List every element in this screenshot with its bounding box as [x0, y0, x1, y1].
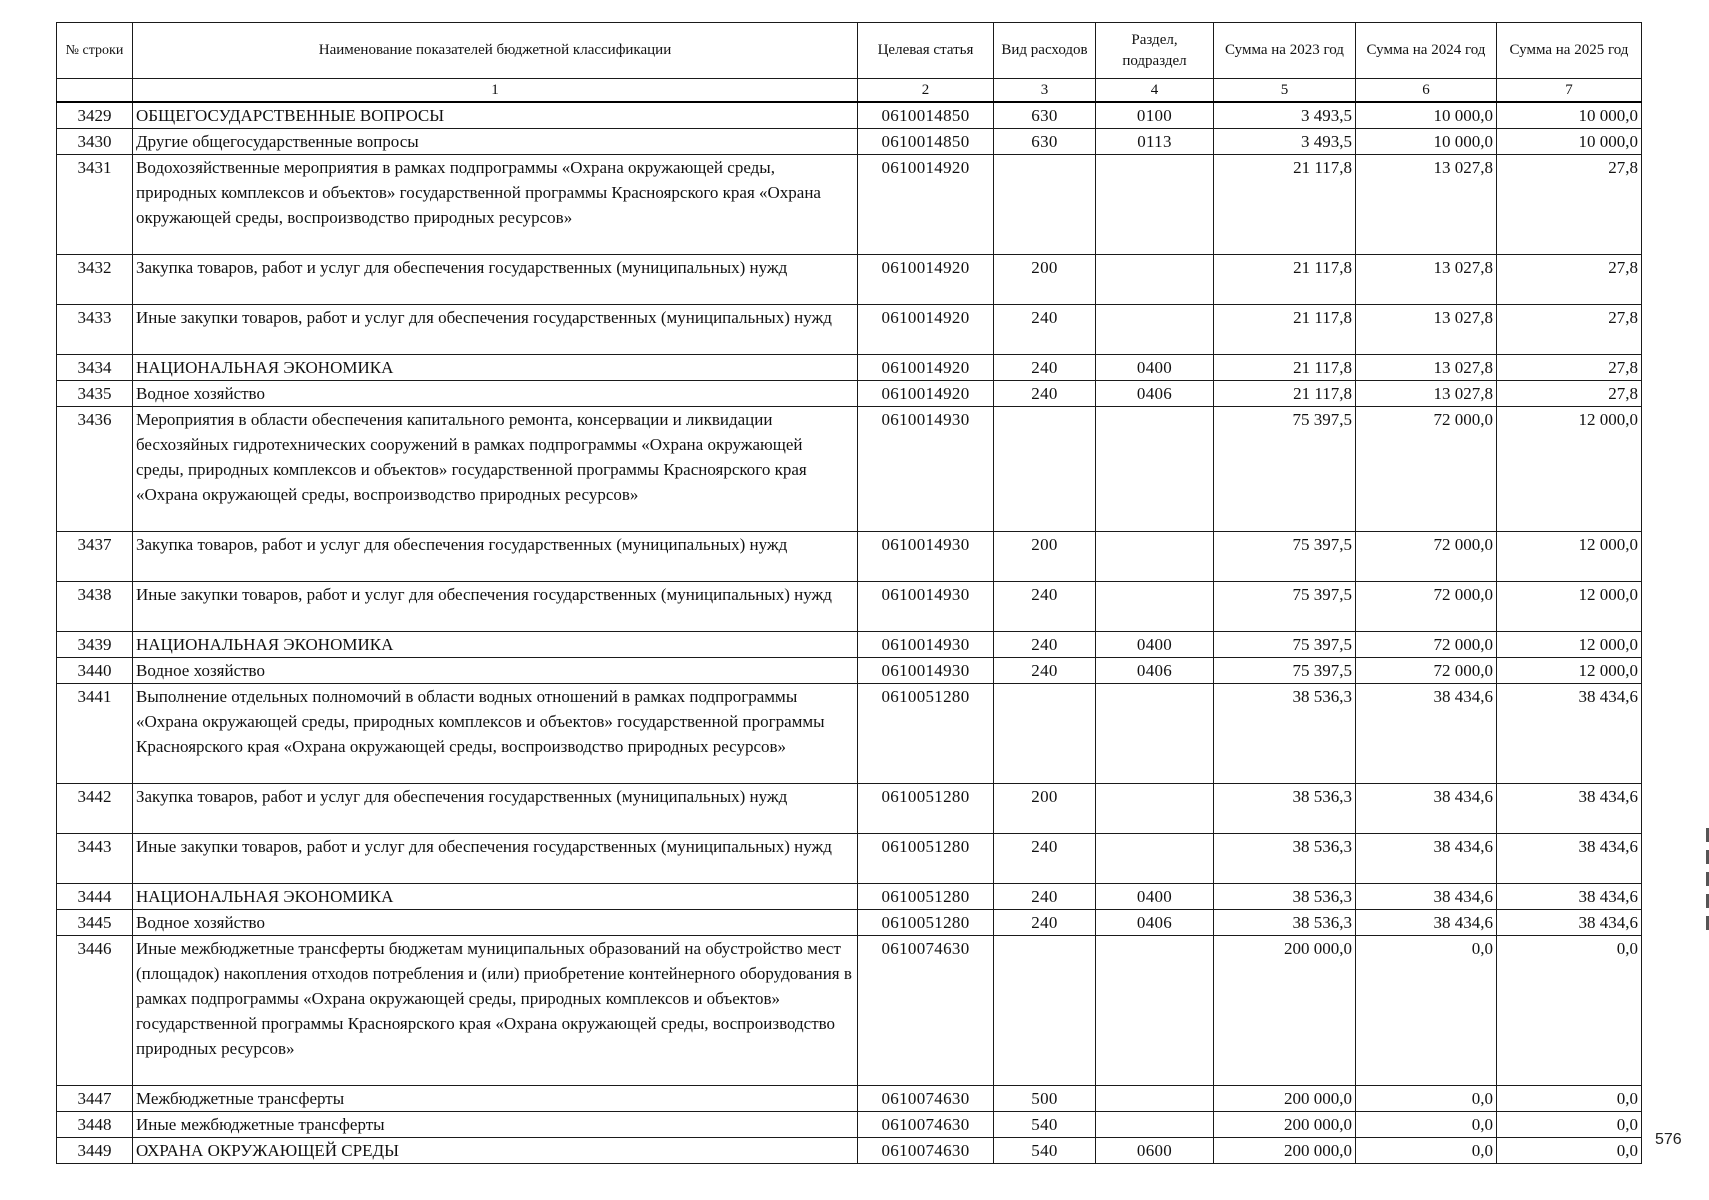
sum-2025: 38 434,6 — [1497, 684, 1642, 784]
expense-type: 240 — [994, 381, 1096, 407]
indicator-name: Закупка товаров, работ и услуг для обеспечения государственных (муниципальных) нужд — [133, 532, 858, 582]
table-row — [57, 910, 1642, 936]
indicator-name: Межбюджетные трансферты — [133, 1086, 858, 1112]
expense-type: 630 — [994, 129, 1096, 155]
column-number-row — [57, 79, 1642, 103]
target-article: 0610014850 — [858, 129, 994, 155]
target-article: 0610074630 — [858, 1138, 994, 1164]
table-row — [57, 1112, 1642, 1138]
row-number: 3430 — [57, 129, 133, 155]
target-article: 0610014930 — [858, 407, 994, 532]
sum-2024: 38 434,6 — [1356, 784, 1497, 834]
page-number: 576 — [1655, 1131, 1682, 1148]
table-row — [57, 684, 1642, 784]
sum-2025: 0,0 — [1497, 1086, 1642, 1112]
sum-2023: 21 117,8 — [1214, 155, 1356, 255]
table-row — [57, 102, 1642, 129]
column-number: 4 — [1096, 79, 1214, 103]
row-number: 3444 — [57, 884, 133, 910]
sum-2025: 27,8 — [1497, 381, 1642, 407]
section-code — [1096, 407, 1214, 532]
sum-2025: 10 000,0 — [1497, 129, 1642, 155]
sum-2023: 21 117,8 — [1214, 305, 1356, 355]
section-code: 0400 — [1096, 355, 1214, 381]
section-code — [1096, 532, 1214, 582]
column-number: 3 — [994, 79, 1096, 103]
indicator-name: Другие общегосударственные вопросы — [133, 129, 858, 155]
section-code — [1096, 834, 1214, 884]
column-number: 5 — [1214, 79, 1356, 103]
indicator-name: Иные межбюджетные трансферты бюджетам муниципальных образований на обустройство мест (площадок) накопления отходов потребления и (или) приобретение контейнерного оборудования в рамках подпрограммы «Охрана окружающей среды, природных комплексов и объектов» государственной программы Красноярского края «Охрана окружающей среды, воспроизводство природных ресурсов» — [133, 936, 858, 1086]
expense-type: 200 — [994, 255, 1096, 305]
sum-2024: 13 027,8 — [1356, 381, 1497, 407]
row-number: 3441 — [57, 684, 133, 784]
sum-2025: 12 000,0 — [1497, 632, 1642, 658]
sum-2024: 72 000,0 — [1356, 532, 1497, 582]
header-sum-2025: Сумма на 2025 год — [1497, 23, 1642, 79]
sum-2024: 72 000,0 — [1356, 407, 1497, 532]
sum-2025: 12 000,0 — [1497, 582, 1642, 632]
sum-2023: 200 000,0 — [1214, 936, 1356, 1086]
section-code — [1096, 255, 1214, 305]
section-code — [1096, 155, 1214, 255]
sum-2023: 200 000,0 — [1214, 1112, 1356, 1138]
expense-type: 200 — [994, 532, 1096, 582]
expense-type: 240 — [994, 582, 1096, 632]
header-sum-2023: Сумма на 2023 год — [1214, 23, 1356, 79]
table-row — [57, 381, 1642, 407]
header-row — [57, 23, 1642, 79]
sum-2025: 27,8 — [1497, 255, 1642, 305]
row-number: 3431 — [57, 155, 133, 255]
row-number: 3429 — [57, 102, 133, 129]
row-number: 3448 — [57, 1112, 133, 1138]
indicator-name: Мероприятия в области обеспечения капитального ремонта, консервации и ликвидации бесхозяйных гидротехнических сооружений в рамках подпрограммы «Охрана окружающей среды, природных комплексов и объектов» государственной программы Красноярского края «Охрана окружающей среды, воспроизводство природных ресурсов» — [133, 407, 858, 532]
sum-2024: 38 434,6 — [1356, 910, 1497, 936]
expense-type — [994, 155, 1096, 255]
expense-type: 540 — [994, 1138, 1096, 1164]
sum-2023: 3 493,5 — [1214, 129, 1356, 155]
column-number: 2 — [858, 79, 994, 103]
header-target: Целевая статья — [858, 23, 994, 79]
sum-2024: 0,0 — [1356, 936, 1497, 1086]
sum-2023: 21 117,8 — [1214, 381, 1356, 407]
row-number: 3439 — [57, 632, 133, 658]
sum-2023: 75 397,5 — [1214, 658, 1356, 684]
sum-2024: 0,0 — [1356, 1086, 1497, 1112]
sum-2023: 3 493,5 — [1214, 102, 1356, 129]
expense-type: 240 — [994, 632, 1096, 658]
target-article: 0610014930 — [858, 658, 994, 684]
expense-type: 200 — [994, 784, 1096, 834]
expense-type: 630 — [994, 102, 1096, 129]
table-body — [57, 102, 1642, 1164]
sum-2023: 21 117,8 — [1214, 255, 1356, 305]
table-row — [57, 355, 1642, 381]
target-article: 0610014930 — [858, 632, 994, 658]
row-number: 3445 — [57, 910, 133, 936]
sum-2023: 75 397,5 — [1214, 407, 1356, 532]
expense-type — [994, 936, 1096, 1086]
section-code — [1096, 936, 1214, 1086]
section-code — [1096, 1086, 1214, 1112]
sum-2024: 13 027,8 — [1356, 355, 1497, 381]
row-number: 3440 — [57, 658, 133, 684]
table-row — [57, 582, 1642, 632]
section-code — [1096, 305, 1214, 355]
section-code — [1096, 784, 1214, 834]
sum-2024: 72 000,0 — [1356, 632, 1497, 658]
indicator-name: Иные закупки товаров, работ и услуг для обеспечения государственных (муниципальных) нужд — [133, 582, 858, 632]
sum-2025: 0,0 — [1497, 936, 1642, 1086]
target-article: 0610014930 — [858, 532, 994, 582]
row-number: 3447 — [57, 1086, 133, 1112]
table-row — [57, 407, 1642, 532]
sum-2024: 10 000,0 — [1356, 129, 1497, 155]
header-expense-type: Вид расходов — [994, 23, 1096, 79]
sum-2025: 10 000,0 — [1497, 102, 1642, 129]
table-row — [57, 1138, 1642, 1164]
sum-2023: 38 536,3 — [1214, 884, 1356, 910]
target-article: 0610051280 — [858, 910, 994, 936]
target-article: 0610014920 — [858, 255, 994, 305]
section-code: 0400 — [1096, 632, 1214, 658]
sum-2025: 38 434,6 — [1497, 784, 1642, 834]
target-article: 0610014920 — [858, 355, 994, 381]
indicator-name: Водное хозяйство — [133, 658, 858, 684]
target-article: 0610074630 — [858, 1112, 994, 1138]
row-number: 3435 — [57, 381, 133, 407]
expense-type: 240 — [994, 834, 1096, 884]
expense-type — [994, 407, 1096, 532]
column-number: 6 — [1356, 79, 1497, 103]
target-article: 0610074630 — [858, 936, 994, 1086]
table-row — [57, 784, 1642, 834]
header-sum-2024: Сумма на 2024 год — [1356, 23, 1497, 79]
row-number: 3433 — [57, 305, 133, 355]
header-name: Наименование показателей бюджетной классификации — [133, 23, 858, 79]
budget-classification-table — [56, 22, 1642, 1164]
indicator-name: Иные закупки товаров, работ и услуг для обеспечения государственных (муниципальных) нужд — [133, 305, 858, 355]
table-row — [57, 632, 1642, 658]
sum-2023: 21 117,8 — [1214, 355, 1356, 381]
column-number — [57, 79, 133, 103]
sum-2024: 72 000,0 — [1356, 582, 1497, 632]
indicator-name: ОХРАНА ОКРУЖАЮЩЕЙ СРЕДЫ — [133, 1138, 858, 1164]
header-row-no: № строки — [57, 23, 133, 79]
sum-2025: 27,8 — [1497, 355, 1642, 381]
expense-type — [994, 684, 1096, 784]
target-article: 0610074630 — [858, 1086, 994, 1112]
sum-2024: 38 434,6 — [1356, 684, 1497, 784]
section-code: 0406 — [1096, 658, 1214, 684]
target-article: 0610051280 — [858, 884, 994, 910]
sum-2023: 38 536,3 — [1214, 834, 1356, 884]
indicator-name: НАЦИОНАЛЬНАЯ ЭКОНОМИКА — [133, 884, 858, 910]
sum-2024: 38 434,6 — [1356, 834, 1497, 884]
section-code: 0600 — [1096, 1138, 1214, 1164]
sum-2025: 12 000,0 — [1497, 407, 1642, 532]
table-row — [57, 255, 1642, 305]
indicator-name: Водное хозяйство — [133, 381, 858, 407]
section-code — [1096, 1112, 1214, 1138]
expense-type: 240 — [994, 910, 1096, 936]
sum-2025: 0,0 — [1497, 1138, 1642, 1164]
row-number: 3436 — [57, 407, 133, 532]
section-code — [1096, 582, 1214, 632]
row-number: 3437 — [57, 532, 133, 582]
sum-2024: 13 027,8 — [1356, 155, 1497, 255]
indicator-name: Закупка товаров, работ и услуг для обеспечения государственных (муниципальных) нужд — [133, 784, 858, 834]
section-code: 0406 — [1096, 381, 1214, 407]
indicator-name: Водное хозяйство — [133, 910, 858, 936]
table-row — [57, 936, 1642, 1086]
sum-2023: 38 536,3 — [1214, 784, 1356, 834]
section-code: 0400 — [1096, 884, 1214, 910]
row-number: 3432 — [57, 255, 133, 305]
sum-2023: 75 397,5 — [1214, 532, 1356, 582]
target-article: 0610014850 — [858, 102, 994, 129]
sum-2024: 10 000,0 — [1356, 102, 1497, 129]
indicator-name: ОБЩЕГОСУДАРСТВЕННЫЕ ВОПРОСЫ — [133, 102, 858, 129]
indicator-name: Водохозяйственные мероприятия в рамках подпрограммы «Охрана окружающей среды, природных комплексов и объектов» государственной программы Красноярского края «Охрана окружающей среды, воспроизводство природных ресурсов» — [133, 155, 858, 255]
sum-2025: 0,0 — [1497, 1112, 1642, 1138]
indicator-name: Иные межбюджетные трансферты — [133, 1112, 858, 1138]
sum-2023: 200 000,0 — [1214, 1086, 1356, 1112]
sum-2023: 38 536,3 — [1214, 910, 1356, 936]
sum-2023: 75 397,5 — [1214, 582, 1356, 632]
indicator-name: Закупка товаров, работ и услуг для обеспечения государственных (муниципальных) нужд — [133, 255, 858, 305]
sum-2024: 13 027,8 — [1356, 305, 1497, 355]
target-article: 0610014920 — [858, 155, 994, 255]
sum-2025: 38 434,6 — [1497, 834, 1642, 884]
header-section: Раздел, подраздел — [1096, 23, 1214, 79]
column-number: 1 — [133, 79, 858, 103]
expense-type: 540 — [994, 1112, 1096, 1138]
table-row — [57, 1086, 1642, 1112]
row-number: 3438 — [57, 582, 133, 632]
expense-type: 240 — [994, 355, 1096, 381]
sum-2023: 38 536,3 — [1214, 684, 1356, 784]
sum-2024: 38 434,6 — [1356, 884, 1497, 910]
sum-2025: 12 000,0 — [1497, 532, 1642, 582]
indicator-name: НАЦИОНАЛЬНАЯ ЭКОНОМИКА — [133, 355, 858, 381]
table-row — [57, 129, 1642, 155]
sum-2025: 12 000,0 — [1497, 658, 1642, 684]
row-number: 3449 — [57, 1138, 133, 1164]
row-number: 3442 — [57, 784, 133, 834]
target-article: 0610051280 — [858, 784, 994, 834]
table-row — [57, 658, 1642, 684]
indicator-name: Выполнение отдельных полномочий в области водных отношений в рамках подпрограммы «Охрана окружающей среды, природных комплексов и объектов» государственной программы Красноярского края «Охрана окружающей среды, воспроизводство природных ресурсов» — [133, 684, 858, 784]
indicator-name: НАЦИОНАЛЬНАЯ ЭКОНОМИКА — [133, 632, 858, 658]
sum-2025: 38 434,6 — [1497, 910, 1642, 936]
sum-2025: 27,8 — [1497, 155, 1642, 255]
expense-type: 240 — [994, 658, 1096, 684]
target-article: 0610051280 — [858, 684, 994, 784]
target-article: 0610014930 — [858, 582, 994, 632]
target-article: 0610014920 — [858, 305, 994, 355]
table-row — [57, 884, 1642, 910]
indicator-name: Иные закупки товаров, работ и услуг для обеспечения государственных (муниципальных) нужд — [133, 834, 858, 884]
section-code: 0113 — [1096, 129, 1214, 155]
sum-2024: 72 000,0 — [1356, 658, 1497, 684]
expense-type: 240 — [994, 305, 1096, 355]
expense-type: 500 — [994, 1086, 1096, 1112]
row-number: 3446 — [57, 936, 133, 1086]
sum-2023: 75 397,5 — [1214, 632, 1356, 658]
sum-2025: 27,8 — [1497, 305, 1642, 355]
expense-type: 240 — [994, 884, 1096, 910]
table-row — [57, 155, 1642, 255]
section-code — [1096, 684, 1214, 784]
table-row — [57, 834, 1642, 884]
sum-2024: 0,0 — [1356, 1112, 1497, 1138]
target-article: 0610014920 — [858, 381, 994, 407]
section-code: 0406 — [1096, 910, 1214, 936]
table-row — [57, 305, 1642, 355]
sum-2024: 13 027,8 — [1356, 255, 1497, 305]
sum-2024: 0,0 — [1356, 1138, 1497, 1164]
sum-2025: 38 434,6 — [1497, 884, 1642, 910]
table-row — [57, 532, 1642, 582]
column-number: 7 — [1497, 79, 1642, 103]
row-number: 3434 — [57, 355, 133, 381]
sum-2023: 200 000,0 — [1214, 1138, 1356, 1164]
section-code: 0100 — [1096, 102, 1214, 129]
target-article: 0610051280 — [858, 834, 994, 884]
row-number: 3443 — [57, 834, 133, 884]
